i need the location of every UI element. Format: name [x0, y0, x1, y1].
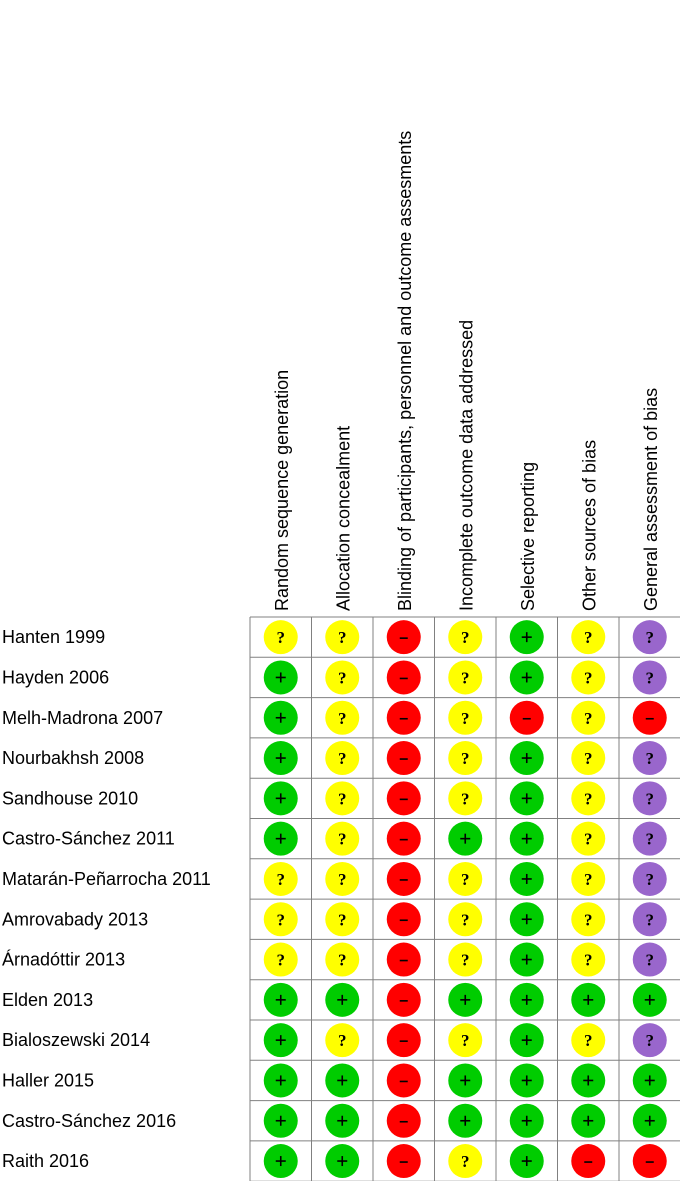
rating-mark-high	[387, 1104, 421, 1138]
rating-symbol-question: ?	[338, 628, 347, 648]
rating-mark-low	[264, 822, 298, 856]
rating-symbol-question: ?	[276, 869, 285, 889]
rating-mark-low	[510, 781, 544, 815]
rating-mark-high	[633, 701, 667, 735]
rating-mark-low	[264, 781, 298, 815]
rating-mark-unclear	[448, 1023, 482, 1057]
rating-mark-unclear	[571, 902, 605, 936]
rating-mark-low	[448, 983, 482, 1017]
rating-circle	[387, 902, 421, 936]
rating-symbol-question: ?	[461, 950, 470, 970]
rating-mark-unclear	[633, 620, 667, 654]
rating-mark-unclear	[264, 862, 298, 896]
rating-mark-high	[510, 701, 544, 735]
rating-mark-high	[387, 701, 421, 735]
rating-circle	[571, 1144, 605, 1178]
rating-circle	[510, 701, 544, 735]
rating-circle	[387, 741, 421, 775]
rating-symbol-question: ?	[584, 829, 593, 849]
rating-mark-unclear	[633, 902, 667, 936]
rating-symbol-question: ?	[645, 829, 654, 849]
rating-mark-low	[448, 1063, 482, 1097]
rating-circle	[633, 1144, 667, 1178]
rating-mark-unclear	[633, 1023, 667, 1057]
rating-mark-low	[325, 983, 359, 1017]
rating-mark-low	[510, 741, 544, 775]
rating-mark-unclear	[448, 781, 482, 815]
rating-mark-unclear	[571, 660, 605, 694]
rating-mark-unclear	[448, 620, 482, 654]
study-label: Castro-Sánchez 2011	[2, 828, 175, 849]
rating-circle	[387, 1144, 421, 1178]
rating-mark-unclear	[264, 902, 298, 936]
rating-symbol-question: ?	[584, 668, 593, 688]
rating-mark-low	[510, 943, 544, 977]
rating-mark-high	[387, 620, 421, 654]
rating-mark-unclear	[633, 781, 667, 815]
column-label: Incomplete outcome data addressed	[456, 319, 477, 611]
rating-mark-unclear	[448, 1144, 482, 1178]
rating-mark-unclear	[325, 620, 359, 654]
rating-mark-unclear	[633, 862, 667, 896]
rating-symbol-question: ?	[645, 628, 654, 648]
rating-circle	[387, 983, 421, 1017]
rating-mark-low	[633, 1104, 667, 1138]
rating-symbol-question: ?	[584, 1031, 593, 1051]
study-label: Castro-Sánchez 2016	[2, 1110, 177, 1131]
rating-mark-high	[387, 902, 421, 936]
study-label: Bialoszewski 2014	[2, 1030, 151, 1051]
rating-mark-unclear	[325, 943, 359, 977]
study-label: Melh-Madrona 2007	[2, 707, 164, 728]
rating-circle	[387, 1023, 421, 1057]
rating-mark-low	[571, 1063, 605, 1097]
rating-mark-unclear	[325, 1023, 359, 1057]
rating-mark-unclear	[571, 781, 605, 815]
rating-mark-unclear	[325, 660, 359, 694]
rating-mark-unclear	[571, 822, 605, 856]
rating-circle	[633, 701, 667, 735]
column-label: Blinding of participants, personnel and outcome assesments	[394, 130, 415, 611]
study-label: Hanten 1999	[2, 627, 106, 648]
rating-mark-unclear	[448, 741, 482, 775]
rating-symbol-question: ?	[645, 869, 654, 889]
rating-mark-unclear	[633, 660, 667, 694]
rating-symbol-question: ?	[645, 1031, 654, 1051]
rating-symbol-question: ?	[461, 869, 470, 889]
rating-mark-unclear	[571, 1023, 605, 1057]
rating-mark-low	[325, 1144, 359, 1178]
rating-mark-low	[633, 983, 667, 1017]
rating-mark-low	[325, 1063, 359, 1097]
rating-mark-high	[387, 822, 421, 856]
rating-mark-unclear	[448, 701, 482, 735]
rating-mark-low	[264, 660, 298, 694]
rating-mark-unclear	[325, 781, 359, 815]
study-label: Amrovabady 2013	[2, 909, 149, 930]
rating-circle	[387, 781, 421, 815]
rating-mark-low	[264, 1023, 298, 1057]
rating-mark-low	[510, 660, 544, 694]
rating-mark-unclear	[571, 862, 605, 896]
rating-mark-unclear	[325, 902, 359, 936]
column-label: Selective reporting	[517, 461, 538, 611]
rating-symbol-question: ?	[461, 628, 470, 648]
rating-mark-high	[633, 1144, 667, 1178]
rating-mark-unclear	[633, 822, 667, 856]
rating-mark-low	[571, 1104, 605, 1138]
rating-symbol-question: ?	[276, 628, 285, 648]
rating-mark-low	[264, 1144, 298, 1178]
rating-symbol-question: ?	[584, 628, 593, 648]
rating-mark-high	[387, 943, 421, 977]
rating-mark-low	[571, 983, 605, 1017]
rating-mark-unclear	[325, 822, 359, 856]
rating-mark-low	[510, 862, 544, 896]
rating-symbol-question: ?	[338, 789, 347, 809]
rating-mark-high	[387, 862, 421, 896]
rating-symbol-question: ?	[645, 749, 654, 769]
row-labels	[2, 627, 211, 1171]
rating-mark-unclear	[325, 701, 359, 735]
rating-mark-low	[510, 902, 544, 936]
rating-mark-unclear	[325, 862, 359, 896]
rating-mark-low	[510, 620, 544, 654]
rating-symbol-question: ?	[584, 910, 593, 930]
study-label: Haller 2015	[2, 1070, 95, 1091]
rating-symbol-question: ?	[338, 749, 347, 769]
rating-circle	[387, 660, 421, 694]
rating-mark-high	[387, 741, 421, 775]
rating-symbol-question: ?	[645, 668, 654, 688]
rating-symbol-question: ?	[645, 910, 654, 930]
column-label: General assessment of bias	[640, 387, 661, 611]
rating-mark-high	[387, 1063, 421, 1097]
column-labels	[272, 131, 661, 611]
rating-mark-unclear	[571, 620, 605, 654]
rating-symbol-question: ?	[276, 910, 285, 930]
rating-symbol-question: ?	[461, 789, 470, 809]
rating-mark-unclear	[264, 943, 298, 977]
study-label: Matarán-Peñarrocha 2011	[2, 868, 211, 889]
rating-mark-unclear	[448, 902, 482, 936]
rating-mark-high	[571, 1144, 605, 1178]
rating-symbol-question: ?	[461, 708, 470, 728]
rating-symbol-question: ?	[645, 950, 654, 970]
rating-circle	[387, 943, 421, 977]
rating-mark-low	[448, 822, 482, 856]
rating-mark-low	[325, 1104, 359, 1138]
rating-mark-low	[264, 1063, 298, 1097]
study-label: Raith 2016	[2, 1151, 90, 1172]
rating-mark-unclear	[448, 862, 482, 896]
rating-mark-low	[510, 1144, 544, 1178]
column-label: Allocation concealment	[333, 425, 354, 611]
study-label: Sandhouse 2010	[2, 788, 139, 809]
study-label: Árnadóttir 2013	[2, 949, 126, 970]
rating-symbol-question: ?	[276, 950, 285, 970]
rating-circle	[387, 862, 421, 896]
rating-circle	[387, 1063, 421, 1097]
rating-mark-high	[387, 1144, 421, 1178]
rating-symbol-question: ?	[461, 668, 470, 688]
rating-symbol-question: ?	[338, 1031, 347, 1051]
rating-mark-unclear	[325, 741, 359, 775]
rating-symbol-question: ?	[461, 910, 470, 930]
column-label: Other sources of bias	[579, 439, 600, 611]
rating-mark-unclear	[264, 620, 298, 654]
rating-symbol-question: ?	[338, 829, 347, 849]
rating-circle	[387, 701, 421, 735]
rating-mark-unclear	[633, 741, 667, 775]
rating-symbol-question: ?	[338, 910, 347, 930]
rating-mark-low	[633, 1063, 667, 1097]
rating-mark-low	[510, 983, 544, 1017]
rating-mark-high	[387, 1023, 421, 1057]
rating-symbol-question: ?	[461, 749, 470, 769]
rating-mark-high	[387, 660, 421, 694]
rating-mark-high	[387, 781, 421, 815]
rating-symbol-question: ?	[338, 950, 347, 970]
rating-mark-low	[510, 1063, 544, 1097]
rating-mark-low	[510, 1023, 544, 1057]
rating-symbol-question: ?	[584, 749, 593, 769]
rating-mark-low	[448, 1104, 482, 1138]
study-label: Elden 2013	[2, 989, 94, 1010]
rating-mark-low	[264, 701, 298, 735]
column-label: Random sequence generation	[271, 369, 292, 611]
rating-mark-low	[510, 822, 544, 856]
rating-symbol-question: ?	[338, 708, 347, 728]
rating-mark-unclear	[633, 943, 667, 977]
rating-mark-low	[510, 1104, 544, 1138]
rating-mark-unclear	[571, 701, 605, 735]
rating-symbol-question: ?	[645, 789, 654, 809]
study-label: Hayden 2006	[2, 667, 110, 688]
rating-mark-low	[264, 983, 298, 1017]
rating-mark-unclear	[571, 741, 605, 775]
rating-mark-unclear	[448, 660, 482, 694]
study-label: Nourbakhsh 2008	[2, 748, 145, 769]
rating-mark-unclear	[448, 943, 482, 977]
rating-symbol-question: ?	[461, 1031, 470, 1051]
rating-symbol-question: ?	[584, 708, 593, 728]
rating-mark-unclear	[571, 943, 605, 977]
rating-mark-high	[387, 983, 421, 1017]
rating-mark-low	[264, 741, 298, 775]
rating-symbol-question: ?	[338, 869, 347, 889]
rating-circle	[387, 620, 421, 654]
rating-symbol-question: ?	[461, 1152, 470, 1172]
rating-mark-low	[264, 1104, 298, 1138]
rating-symbol-question: ?	[338, 668, 347, 688]
rating-symbol-question: ?	[584, 950, 593, 970]
rating-circle	[387, 822, 421, 856]
rating-circle	[387, 1104, 421, 1138]
rating-symbol-question: ?	[584, 869, 593, 889]
rating-symbol-question: ?	[584, 789, 593, 809]
